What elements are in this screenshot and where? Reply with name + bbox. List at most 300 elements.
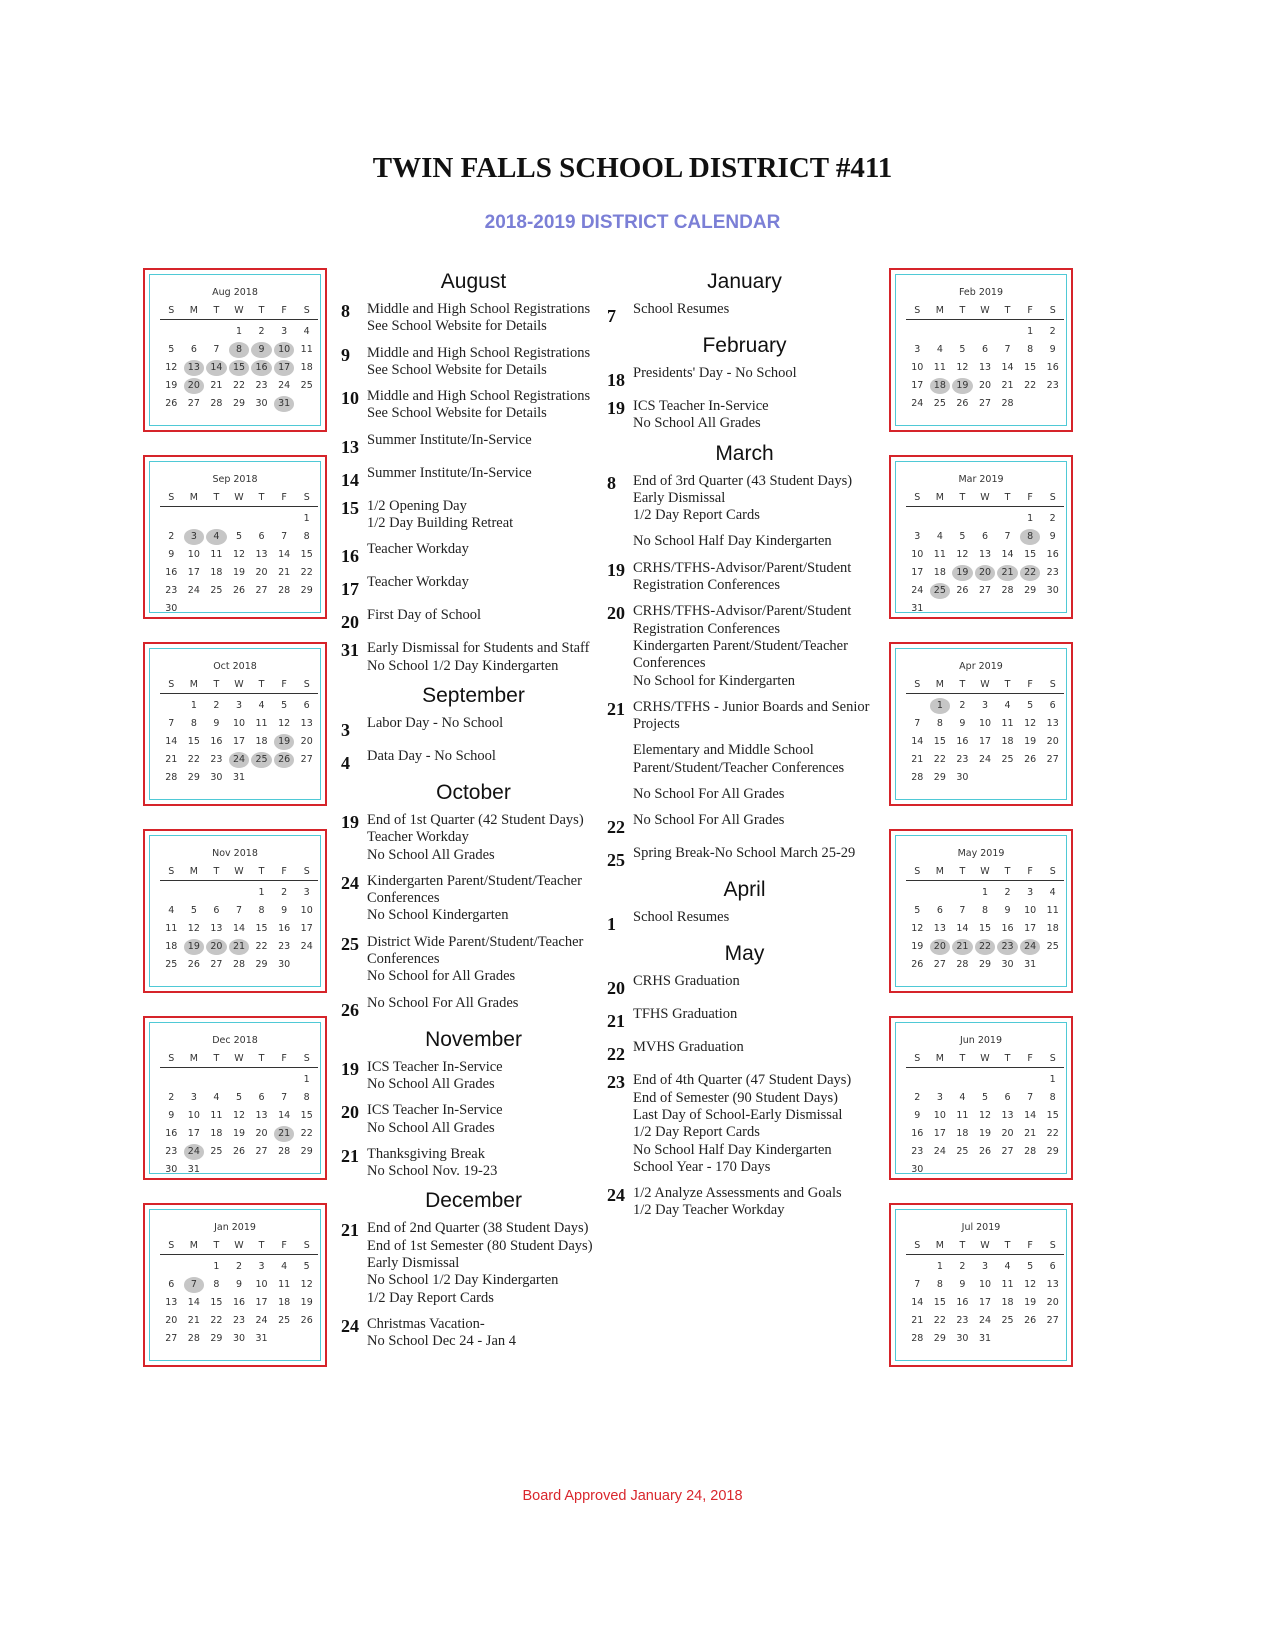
day-number: 25 (956, 1146, 969, 1157)
event-line: Conferences (367, 890, 440, 907)
day-number: 5 (168, 344, 175, 355)
weekday-label: S (1049, 1240, 1056, 1251)
highlighted-day: 23 (997, 939, 1018, 955)
mini-calendar-title: Dec 2018 (212, 1035, 258, 1046)
mini-calendar-grid (160, 1238, 318, 1348)
day-number: 29 (933, 772, 946, 783)
event-entry (607, 1072, 882, 1176)
day-number: 6 (981, 531, 989, 542)
day-number: 13 (1046, 718, 1059, 729)
day-number: 22 (933, 754, 946, 765)
month-heading: November (425, 1027, 522, 1051)
event-entry (341, 432, 606, 456)
day-number: 9 (1004, 905, 1011, 916)
empty-day (929, 323, 952, 341)
mini-calendar-title: Sep 2018 (212, 474, 258, 485)
month-heading: August (440, 270, 507, 293)
weekday-label: T (213, 1240, 220, 1251)
mini-calendar-frame (149, 274, 321, 426)
event-line: Summer Institute/In-Service (367, 464, 532, 481)
day-number: 28 (911, 1333, 924, 1344)
day-number: 8 (936, 1279, 943, 1290)
weekday-label: T (1004, 492, 1011, 503)
day-number: 8 (1027, 344, 1034, 355)
event-line: See School Website for Details (367, 361, 547, 378)
day-number: 10 (255, 1279, 268, 1290)
event-line: No School All Grades (633, 415, 761, 432)
empty-day (160, 1258, 183, 1276)
day-number: 6 (1004, 1092, 1011, 1103)
day-number: 19 (1024, 736, 1037, 747)
event-entry (341, 934, 606, 986)
weekday-label: T (1004, 866, 1011, 877)
day-number: 11 (956, 1110, 969, 1121)
event-day: 21 (341, 1145, 359, 1166)
event-entry (607, 973, 882, 997)
event-description (633, 699, 882, 734)
day-number: 22 (300, 567, 313, 578)
day-number: 2 (959, 700, 966, 711)
day-number: 23 (911, 1146, 924, 1157)
day-number: 3 (981, 1261, 989, 1272)
event-entry (341, 748, 606, 772)
highlighted-day: 14 (206, 360, 227, 376)
weekday-header (906, 677, 1064, 694)
event-entry (341, 1316, 606, 1351)
event-line: ICS Teacher In-Service (633, 398, 769, 414)
day-number: 12 (1024, 718, 1037, 729)
day-number: 10 (978, 718, 992, 729)
day-number: 17 (187, 1128, 200, 1139)
empty-day (183, 1071, 206, 1089)
event-entry (607, 845, 882, 869)
day-number: 2 (281, 887, 288, 898)
event-line: 1/2 Day Report Cards (633, 507, 760, 524)
empty-day (951, 510, 974, 528)
day-number: 7 (914, 1279, 921, 1290)
day-number: 10 (232, 718, 246, 729)
weekday-label: M (189, 679, 198, 690)
mini-calendar (889, 1016, 1073, 1180)
day-number: 12 (911, 923, 924, 934)
event-line: No School Kindergarten (367, 907, 509, 924)
day-number: 31 (1024, 959, 1037, 970)
empty-day (228, 884, 251, 902)
day-number: 16 (232, 1297, 246, 1308)
day-number: 11 (300, 344, 313, 355)
day-number: 17 (933, 1128, 946, 1139)
weekday-label: S (168, 679, 175, 690)
event-line: End of 3rd Quarter (43 Student Days) (633, 472, 853, 489)
day-number: 27 (1001, 1146, 1014, 1157)
weekday-label: F (281, 1240, 287, 1251)
day-number: 20 (165, 1315, 178, 1326)
empty-day (1019, 1071, 1042, 1089)
event-line: See School Website for Details (367, 405, 547, 422)
day-number: 1 (303, 1074, 310, 1085)
mini-calendar-grid (160, 1051, 318, 1179)
weekday-label: S (914, 1240, 921, 1251)
empty-day (228, 1071, 251, 1089)
highlighted-day: 25 (930, 583, 951, 599)
day-number: 5 (1027, 1261, 1034, 1272)
weekday-label: W (234, 492, 244, 503)
events-column-spring (607, 270, 882, 1229)
event-day: 22 (607, 817, 625, 838)
month-heading: December (425, 1189, 522, 1213)
day-number: 23 (165, 1146, 178, 1157)
highlighted-day: 18 (930, 378, 951, 394)
weekday-label: S (1049, 866, 1056, 877)
weekday-label: W (980, 1053, 990, 1064)
empty-day (929, 884, 952, 902)
event-description (367, 345, 606, 380)
event-entry (341, 388, 606, 423)
weekday-label: W (234, 305, 244, 316)
day-grid (160, 323, 318, 413)
day-number: 15 (1024, 549, 1037, 560)
weekday-label: T (213, 492, 220, 503)
day-number: 13 (933, 923, 946, 934)
empty-day (929, 510, 952, 528)
event-description (633, 742, 882, 777)
event-description (367, 934, 606, 986)
weekday-label: F (281, 866, 287, 877)
event-description (367, 607, 606, 631)
day-number: 7 (168, 718, 175, 729)
highlighted-day: 16 (251, 360, 272, 376)
day-number: 10 (933, 1110, 946, 1121)
day-number: 15 (187, 736, 200, 747)
event-description (367, 301, 606, 336)
event-line: MVHS Graduation (633, 1039, 744, 1056)
day-number: 9 (1049, 531, 1056, 542)
day-grid (160, 884, 318, 974)
day-number: 10 (978, 1279, 992, 1290)
weekday-label: T (959, 305, 966, 316)
day-number: 14 (911, 736, 924, 747)
day-number: 17 (911, 380, 924, 391)
event-line: Teacher Workday (367, 541, 469, 558)
day-number: 6 (1049, 700, 1056, 711)
day-number: 25 (933, 398, 946, 409)
day-number: 17 (255, 1297, 268, 1308)
day-number: 17 (187, 567, 200, 578)
weekday-label: M (935, 492, 944, 503)
weekday-label: S (168, 866, 175, 877)
day-number: 31 (232, 772, 246, 783)
event-description (367, 995, 606, 1019)
event-day: 21 (607, 1011, 625, 1032)
event-line: No School All Grades (367, 846, 495, 863)
day-number: 16 (1046, 549, 1059, 560)
event-entry (607, 909, 882, 933)
day-number: 7 (914, 718, 921, 729)
event-line: Spring Break-No School March 25-29 (633, 845, 856, 862)
highlighted-day: 19 (952, 565, 973, 581)
day-number: 9 (281, 905, 288, 916)
mini-calendar-frame (895, 648, 1067, 800)
day-grid (906, 1258, 1064, 1348)
event-day (607, 742, 633, 777)
day-number: 7 (1004, 531, 1011, 542)
day-number: 4 (936, 531, 943, 542)
day-number: 30 (956, 1333, 969, 1344)
event-line: CRHS/TFHS-Advisor/Parent/Student (633, 603, 852, 620)
weekday-label: M (935, 866, 944, 877)
highlighted-day: 24 (1020, 939, 1041, 955)
empty-day (974, 510, 997, 528)
day-number: 7 (959, 905, 966, 916)
day-number: 19 (911, 941, 924, 952)
event-description (367, 715, 606, 739)
event-line: School Year - 170 Days (633, 1158, 771, 1175)
day-number: 24 (255, 1315, 268, 1326)
day-number: 27 (255, 585, 268, 596)
day-number: 16 (911, 1128, 924, 1139)
event-line: End of 4th Quarter (47 Student Days) (633, 1072, 852, 1089)
day-number: 31 (255, 1333, 268, 1344)
day-number: 2 (213, 700, 220, 711)
day-number: 15 (255, 923, 268, 934)
day-number: 2 (1004, 887, 1011, 898)
day-grid (160, 1071, 318, 1179)
day-number: 10 (1024, 905, 1037, 916)
event-entry (607, 742, 882, 777)
district-title: TWIN FALLS SCHOOL DISTRICT #411 (372, 152, 893, 184)
day-number: 28 (210, 398, 223, 409)
empty-day (160, 1071, 183, 1089)
weekday-label: F (281, 305, 287, 316)
day-number: 27 (933, 959, 946, 970)
day-number: 9 (959, 1279, 966, 1290)
highlighted-day: 21 (952, 939, 973, 955)
weekday-label: S (168, 305, 175, 316)
event-line: Teacher Workday (367, 829, 469, 846)
event-description (367, 873, 606, 925)
day-number: 6 (1049, 1261, 1056, 1272)
day-number: 28 (1024, 1146, 1037, 1157)
day-number: 9 (213, 718, 220, 729)
weekday-label: T (959, 866, 966, 877)
empty-day (273, 510, 296, 528)
day-number: 6 (213, 905, 220, 916)
day-number: 9 (235, 1279, 243, 1290)
day-number: 17 (978, 736, 992, 747)
event-entry (607, 699, 882, 734)
calendar-subtitle: 2018-2019 DISTRICT CALENDAR (484, 212, 781, 233)
day-number: 11 (1001, 718, 1014, 729)
event-entry (607, 398, 882, 433)
day-number: 7 (281, 1092, 288, 1103)
event-day: 16 (341, 546, 359, 567)
event-description (367, 1220, 606, 1306)
event-line: Last Day of School-Early Dismissal (633, 1106, 843, 1123)
day-number: 3 (303, 887, 310, 898)
weekday-label: F (1027, 1240, 1033, 1251)
day-number: 29 (187, 772, 200, 783)
event-day: 19 (607, 559, 625, 580)
event-day: 24 (341, 1315, 359, 1336)
event-description (367, 465, 606, 489)
day-number: 23 (210, 754, 223, 765)
day-number: 15 (300, 1110, 313, 1121)
highlighted-day: 9 (251, 342, 272, 358)
event-line: ICS Teacher In-Service (367, 1058, 503, 1075)
empty-day (974, 323, 997, 341)
event-line: End of 1st Semester (80 Student Days) (367, 1237, 593, 1254)
day-number: 12 (278, 718, 291, 729)
day-number: 29 (300, 585, 313, 596)
day-number: 23 (1046, 380, 1059, 391)
event-description (633, 473, 882, 525)
mini-calendar-grid (906, 490, 1064, 618)
weekday-label: F (1027, 305, 1033, 316)
day-number: 1 (235, 326, 243, 337)
weekday-label: W (980, 305, 990, 316)
day-number: 5 (281, 700, 288, 711)
mini-calendar (143, 1016, 327, 1180)
event-line: District Wide Parent/Student/Teacher (367, 933, 584, 950)
weekday-header (906, 1051, 1064, 1068)
event-line: Elementary and Middle School (633, 742, 814, 759)
day-number: 30 (165, 603, 178, 614)
weekday-label: T (213, 866, 220, 877)
event-line: School Resumes (633, 301, 730, 317)
event-description (633, 1185, 882, 1220)
event-entry (341, 873, 606, 925)
day-number: 7 (281, 531, 288, 542)
day-number: 29 (255, 959, 268, 970)
event-day: 19 (341, 1058, 359, 1079)
empty-day (160, 697, 183, 715)
weekday-label: W (980, 866, 990, 877)
weekday-label: T (1004, 1240, 1011, 1251)
weekday-label: S (914, 1053, 921, 1064)
day-number: 17 (1024, 923, 1037, 934)
day-number: 13 (210, 923, 223, 934)
day-number: 31 (187, 1164, 200, 1175)
event-entry (341, 541, 606, 565)
event-entry (607, 301, 882, 325)
day-number: 31 (978, 1333, 992, 1344)
event-line: Data Day - No School (367, 747, 496, 764)
day-number: 7 (1004, 344, 1011, 355)
day-number: 24 (933, 1146, 946, 1157)
event-line: No School For All Grades (633, 786, 785, 803)
day-number: 3 (235, 700, 243, 711)
day-number: 15 (300, 549, 313, 560)
day-number: 5 (235, 1092, 243, 1103)
day-number: 2 (258, 326, 265, 337)
weekday-label: T (959, 679, 966, 690)
day-grid (906, 697, 1064, 787)
mini-calendar-frame (895, 1022, 1067, 1174)
day-number: 23 (278, 941, 291, 952)
day-number: 11 (1001, 1279, 1014, 1290)
mini-calendar (143, 1203, 327, 1367)
event-description (633, 1072, 882, 1176)
day-number: 1 (981, 887, 989, 898)
event-day: 10 (341, 388, 359, 409)
day-number: 15 (978, 923, 992, 934)
event-line: 1/2 Day Report Cards (367, 1289, 494, 1306)
day-number: 8 (190, 718, 197, 729)
weekday-label: T (1004, 679, 1011, 690)
event-line: Early Dismissal (633, 489, 726, 506)
day-number: 26 (956, 398, 969, 409)
event-line: CRHS Graduation (633, 973, 740, 990)
weekday-header (906, 864, 1064, 881)
day-number: 3 (1027, 887, 1034, 898)
highlighted-day: 22 (1020, 565, 1041, 581)
event-line: 1/2 Day Building Retreat (367, 515, 514, 532)
event-line: School Resumes (633, 909, 730, 926)
day-number: 26 (956, 585, 969, 596)
day-number: 30 (255, 398, 268, 409)
event-day: 20 (607, 978, 625, 999)
weekday-label: F (1027, 679, 1033, 690)
day-number: 18 (1001, 736, 1014, 747)
day-number: 22 (1024, 380, 1037, 391)
day-number: 20 (1046, 736, 1059, 747)
day-number: 30 (210, 772, 223, 783)
event-description (367, 1059, 606, 1094)
day-grid (906, 510, 1064, 618)
day-number: 20 (300, 736, 313, 747)
day-number: 28 (911, 772, 924, 783)
day-number: 18 (1046, 923, 1059, 934)
day-number: 1 (190, 700, 197, 711)
day-number: 18 (278, 1297, 291, 1308)
day-number: 21 (1001, 380, 1014, 391)
weekday-label: T (258, 1053, 265, 1064)
day-number: 25 (1001, 1315, 1014, 1326)
event-description (633, 533, 882, 550)
event-line: Kindergarten Parent/Student/Teacher (633, 637, 848, 654)
day-number: 28 (165, 772, 178, 783)
event-day: 1 (607, 914, 616, 935)
day-number: 18 (933, 567, 946, 578)
weekday-label: F (1027, 492, 1033, 503)
weekday-label: S (168, 492, 175, 503)
day-number: 25 (210, 585, 223, 596)
event-description (633, 560, 882, 595)
day-number: 13 (1046, 1279, 1059, 1290)
event-day: 9 (341, 344, 350, 365)
weekday-label: F (1027, 1053, 1033, 1064)
day-number: 19 (165, 380, 178, 391)
day-number: 22 (232, 380, 246, 391)
event-day: 8 (341, 301, 350, 321)
event-description (633, 603, 882, 689)
mini-calendar (143, 455, 327, 619)
day-number: 22 (300, 1128, 313, 1139)
weekday-label: T (1004, 1053, 1011, 1064)
highlighted-day: 13 (184, 360, 205, 376)
day-number: 19 (300, 1297, 313, 1308)
highlighted-day: 19 (952, 378, 973, 394)
event-line: No School Dec 24 - Jan 4 (367, 1333, 517, 1350)
weekday-label: S (914, 492, 921, 503)
event-line: First Day of School (367, 607, 481, 624)
empty-day (205, 884, 228, 902)
event-entry (341, 995, 606, 1019)
weekday-header (906, 1238, 1064, 1255)
day-number: 9 (1049, 344, 1056, 355)
highlighted-day: 15 (229, 360, 250, 376)
day-number: 7 (213, 344, 220, 355)
